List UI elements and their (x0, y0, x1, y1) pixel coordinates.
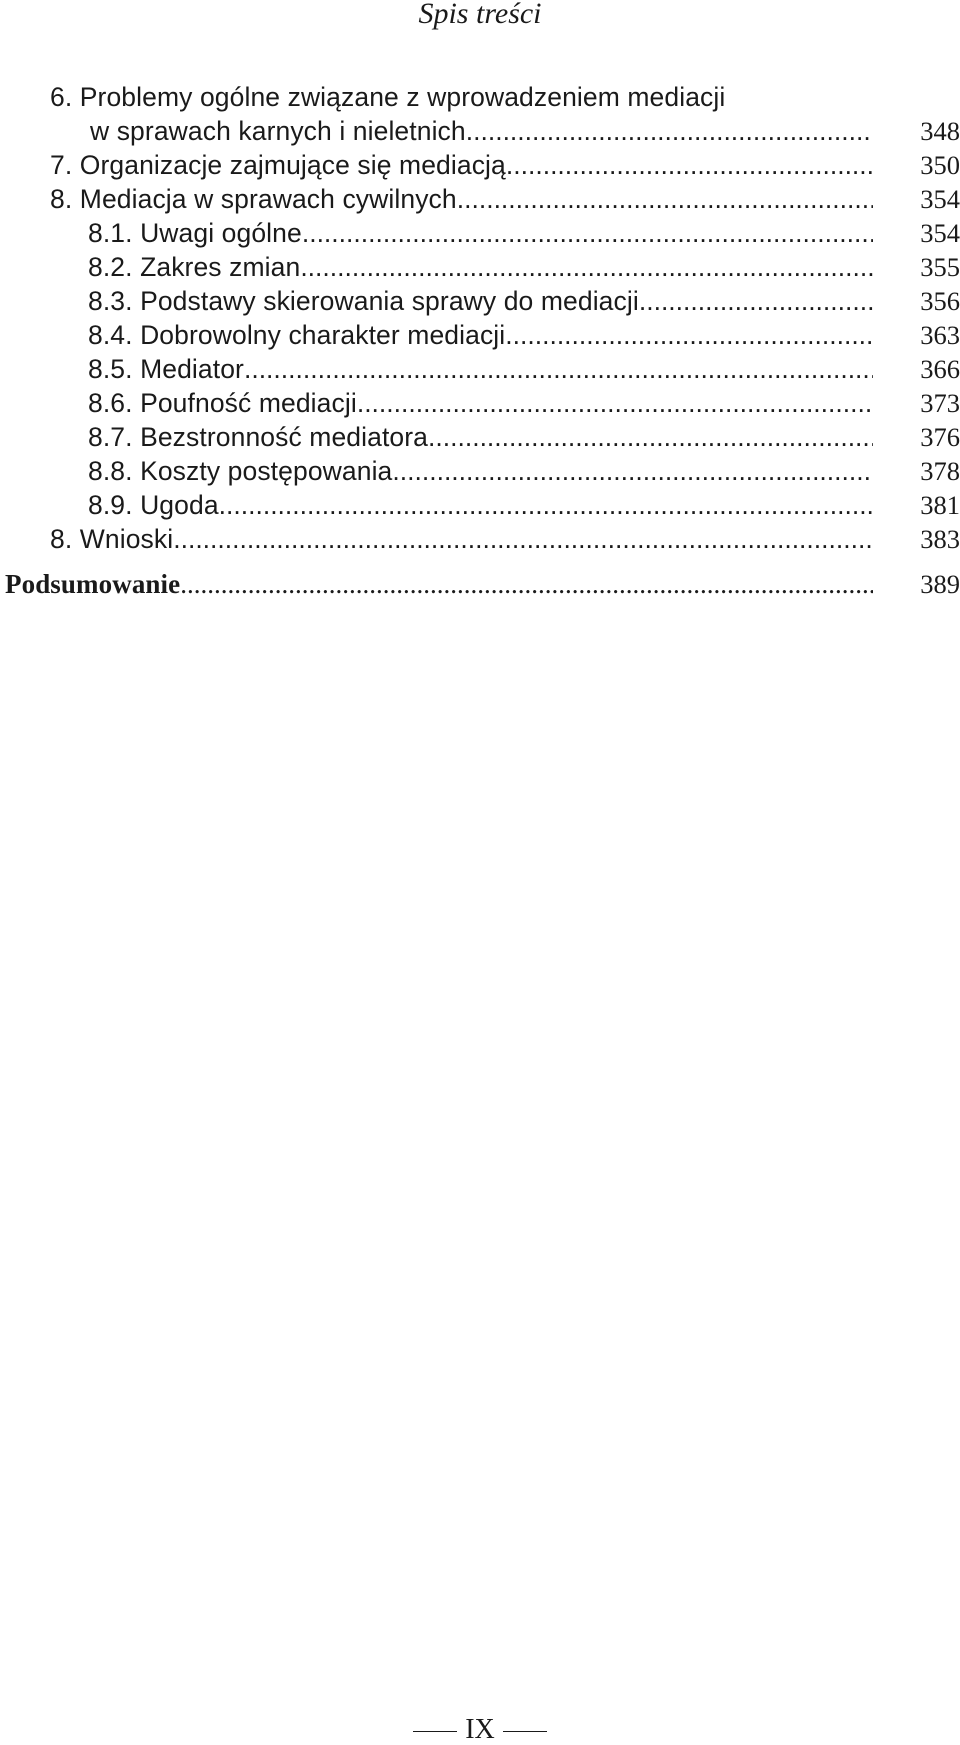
toc-entry-page: 354 (920, 184, 960, 214)
page-number: IX (465, 1714, 495, 1745)
toc-entry-title: 6. Problemy ogólne związane z wprowadzeniem mediacji (50, 82, 726, 112)
toc-entry (50, 522, 873, 556)
toc-entry-page: 363 (920, 320, 960, 350)
toc-entry (88, 250, 873, 284)
toc-entry (50, 80, 810, 114)
toc-entry-page: 376 (920, 422, 960, 452)
footer-dash-right (503, 1731, 547, 1732)
toc-entry (90, 114, 873, 148)
toc-leader-dots (173, 522, 873, 556)
toc-entry-page: 389 (920, 569, 960, 599)
toc-entry (50, 148, 873, 182)
toc-leader-dots (180, 567, 873, 601)
toc-entry-page: 366 (920, 354, 960, 384)
toc-entry (88, 386, 873, 420)
toc-entry-summary (5, 567, 873, 601)
toc-entry-title: 8.6. Poufność mediacji (88, 388, 357, 418)
toc-entry-page: 356 (920, 286, 960, 316)
toc-entry-title: 8.3. Podstawy skierowania sprawy do mediacji (88, 286, 639, 316)
toc-entry-title: 8.4. Dobrowolny charakter mediacji (88, 320, 506, 350)
footer-dash-left (413, 1731, 457, 1732)
toc-leader-dots (506, 148, 873, 182)
toc-entry (88, 318, 873, 352)
toc-entry-title: 8. Wnioski (50, 524, 174, 554)
toc-entry-page: 381 (920, 490, 960, 520)
toc-leader-dots (428, 420, 873, 454)
toc-entry (50, 182, 873, 216)
toc-entry-title: 8. Mediacja w sprawach cywilnych (50, 184, 457, 214)
running-header (0, 0, 960, 34)
toc-entry (88, 420, 873, 454)
toc-entry-title: 8.7. Bezstronność mediatora (88, 422, 429, 452)
toc-entry-title: 8.1. Uwagi ogólne (88, 218, 302, 248)
toc-entry-page: 355 (920, 252, 960, 282)
toc-leader-dots (300, 250, 873, 284)
toc-entry (88, 352, 873, 386)
toc-leader-dots (466, 114, 873, 148)
toc-leader-dots (357, 386, 873, 420)
toc-entry (88, 454, 873, 488)
toc-leader-dots (392, 454, 873, 488)
toc-entry-page: 348 (920, 116, 960, 146)
toc-entry (88, 216, 873, 250)
toc-entry-title: 8.2. Zakres zmian (88, 252, 301, 282)
toc-leader-dots (505, 318, 873, 352)
toc-leader-dots (219, 488, 873, 522)
toc-entry-page: 373 (920, 388, 960, 418)
toc-leader-dots (639, 284, 873, 318)
toc-entry-title: w sprawach karnych i nieletnich (90, 116, 466, 146)
running-header-title: Spis treści (418, 0, 542, 30)
toc-entry-title: 8.5. Mediator (88, 354, 244, 384)
toc-entry-page: 383 (920, 524, 960, 554)
toc-leader-dots (302, 216, 873, 250)
toc-entry-page: 378 (920, 456, 960, 486)
toc-entry-title: 8.9. Ugoda (88, 490, 219, 520)
toc-entry-title: 7. Organizacje zajmujące się mediacją (50, 150, 506, 180)
toc-entry-page: 354 (920, 218, 960, 248)
toc-entry-title: Podsumowanie (5, 569, 181, 599)
toc-entry (88, 284, 873, 318)
toc-leader-dots (244, 352, 873, 386)
toc-entry (88, 488, 873, 522)
toc-entry-page: 350 (920, 150, 960, 180)
toc-leader-dots (457, 182, 873, 216)
page-footer (0, 1715, 960, 1745)
toc-entry-title: 8.8. Koszty postępowania (88, 456, 393, 486)
